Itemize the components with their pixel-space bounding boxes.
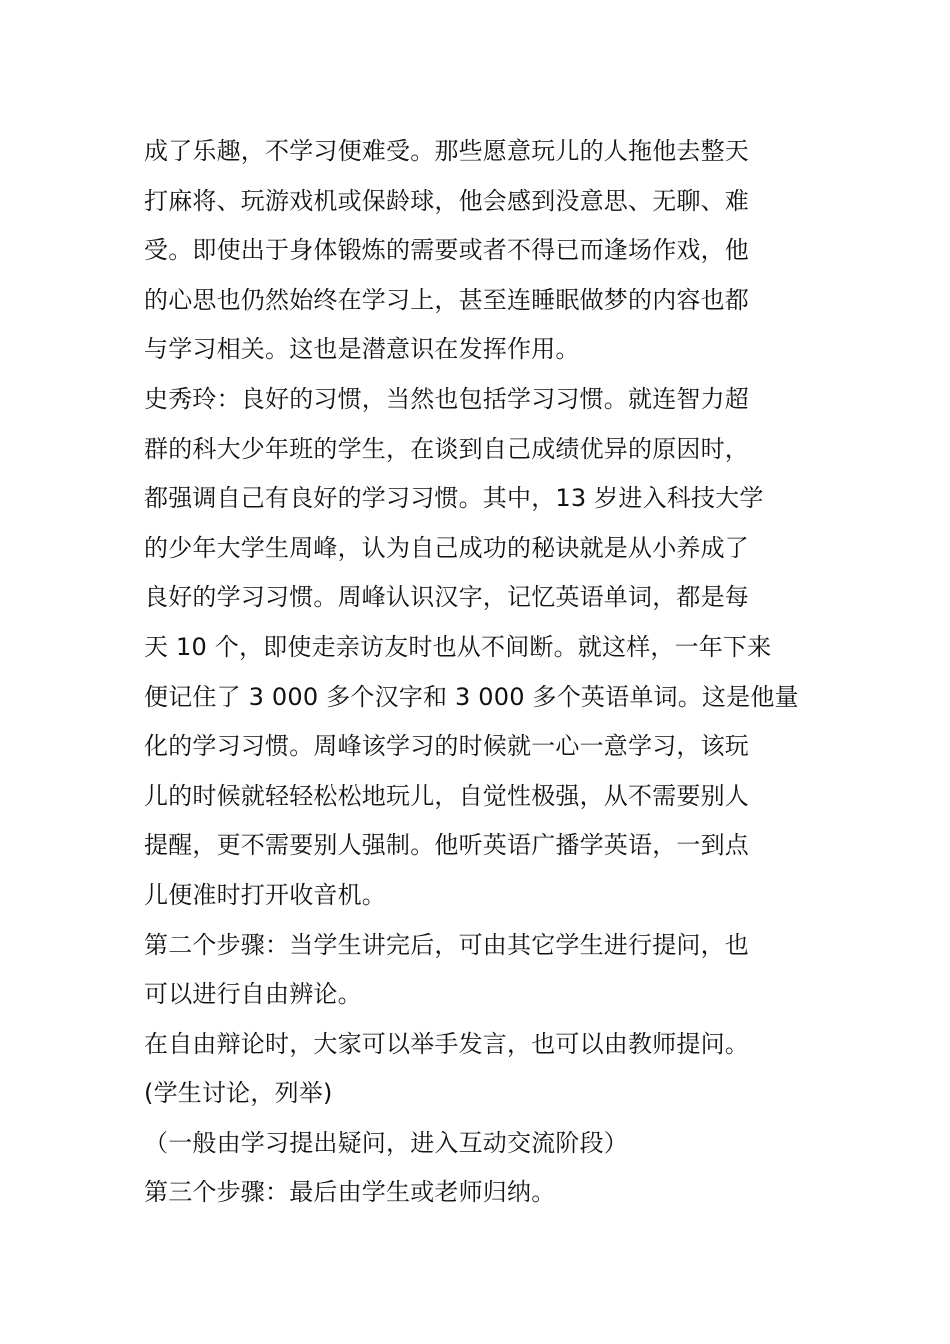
text-line: 可以进行自由辨论。 [144,980,362,1009]
text-line: 打麻将、玩游戏机或保龄球，他会感到没意思、无聊、难 [144,186,749,215]
text-line: 儿便准时打开收音机。 [144,880,386,909]
text-line: (学生讨论，列举) [144,1079,333,1108]
text-line: 第三个步骤：最后由学生或老师归纳。 [144,1178,556,1207]
text-line: 成了乐趣，不学习便难受。那些愿意玩儿的人拖他去整天 [144,137,749,165]
text-line: 儿的时候就轻轻松松地玩儿，自觉性极强，从不需要别人 [144,781,749,810]
text-line: 群的科大少年班的学生，在谈到自己成绩优异的原因时， [144,434,749,463]
text-line: 第二个步骤：当学生讲完后，可由其它学生进行提问，也 [144,930,749,959]
text-line: （一般由学习提出疑问，进入互动交流阶段） [144,1128,628,1157]
text-line: 的少年大学生周峰，认为自己成功的秘诀就是从小养成了 [144,533,749,562]
text-line: 史秀玲：良好的习惯，当然也包括学习习惯。就连智力超 [144,384,749,413]
text-line: 化的学习习惯。周峰该学习的时候就一心一意学习，该玩 [144,732,749,761]
text-line: 提醒，更不需要别人强制。他听英语广播学英语，一到点 [144,831,749,860]
text-line: 都强调自己有良好的学习习惯。其中，13 岁进入科技大学 [144,484,764,513]
text-line: 与学习相关。这也是潜意识在发挥作用。 [144,335,580,364]
text-line: 便记住了 3 000 多个汉字和 3 000 多个英语单词。这是他量 [144,682,799,711]
text-line: 良好的学习习惯。周峰认识汉字，记忆英语单词，都是每 [144,583,749,612]
text-line: 受。即使出于身体锻炼的需要或者不得已而逢场作戏，他 [144,236,749,265]
text-line: 在自由辩论时，大家可以举手发言，也可以由教师提问。 [144,1029,749,1058]
text-line: 天 10 个，即使走亲访友时也从不间断。就这样，一年下来 [144,632,772,661]
document-body [144,127,810,1218]
text-line: 的心思也仍然始终在学习上，甚至连睡眠做梦的内容也都 [144,285,749,314]
